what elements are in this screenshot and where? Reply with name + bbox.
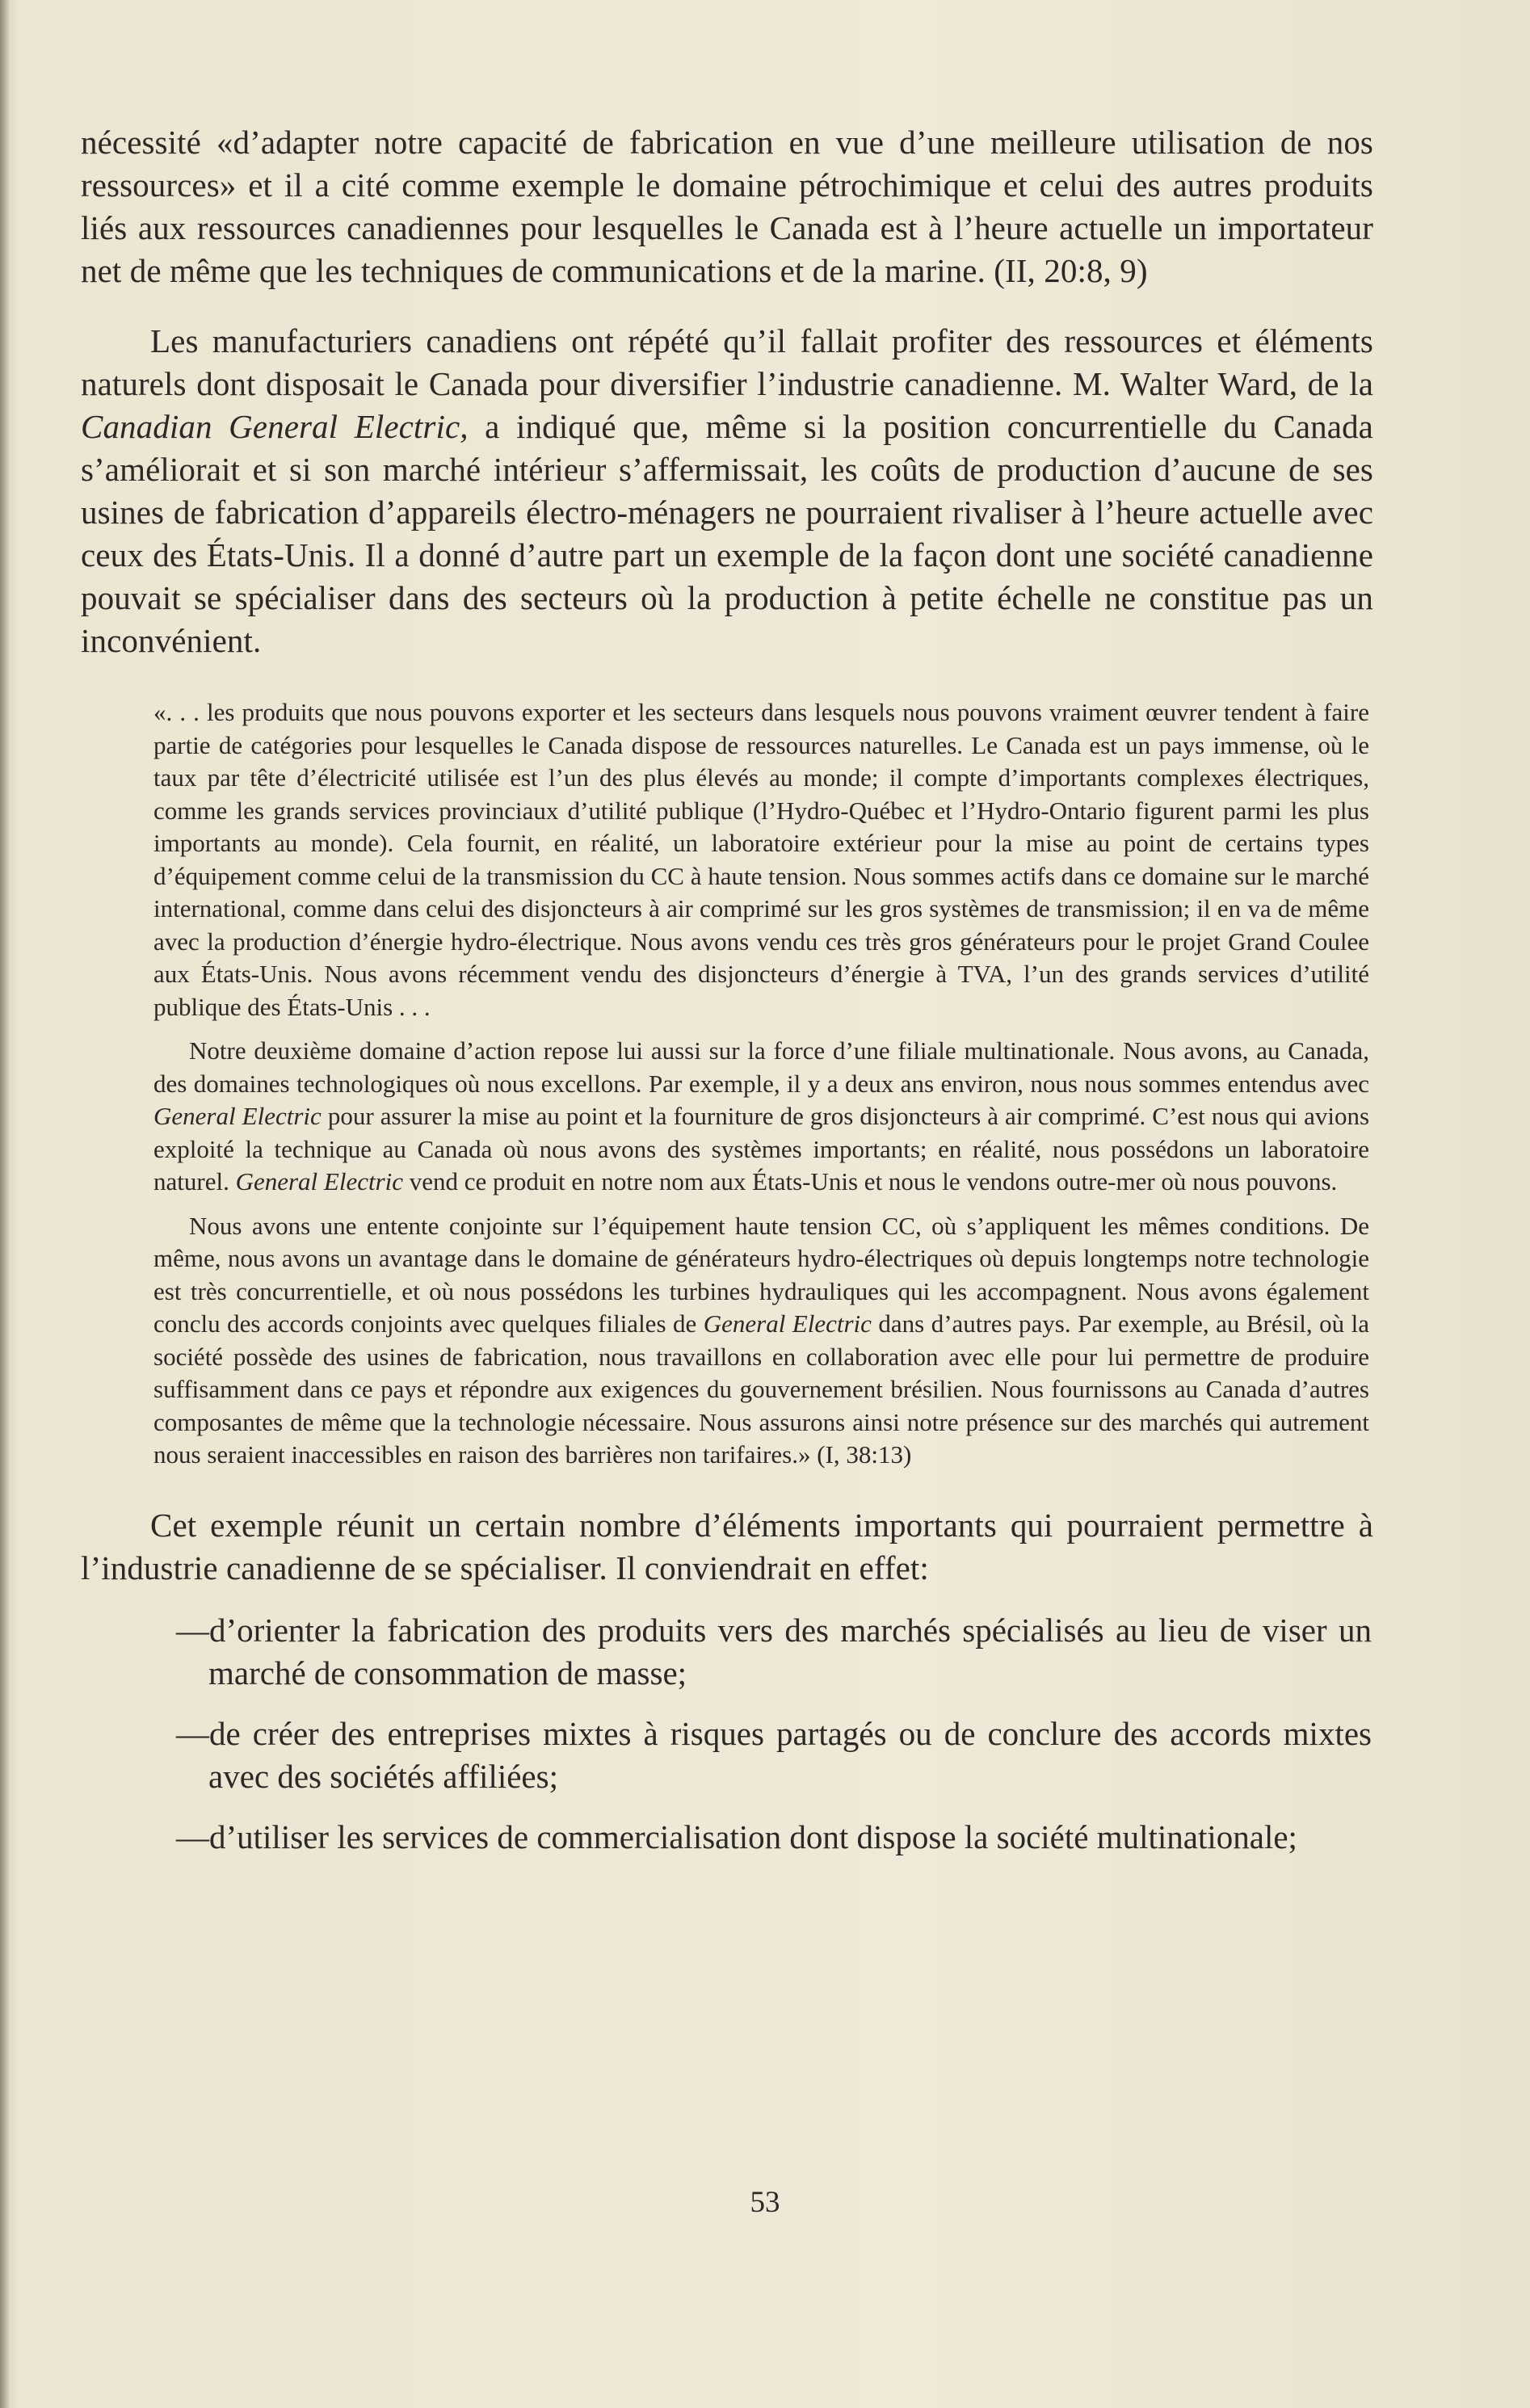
quote-paragraph-3: [153, 1210, 1369, 1472]
quote-paragraph-1: «. . . les produits que nous pouvons exporter et les secteurs dans lesquels nous pouvons vraiment œuvrer tendent à faire partie de catégories pour lesquelles le Canada dispose de ressources naturelles. Le Canada est un pays immense, où le taux par tête d’électricité utilisée est l’un des plus élevés au monde; il compte d’importants complexes électriques, comme les grands services provinciaux d’utilité publique (l’Hydro-Québec et l’Hydro-Ontario figurent parmi les plus importants au monde). Cela fournit, en réalité, un laboratoire extérieur pour la mise au point de certains types d’équipement comme celui de la transmission du CC à haute tension. Nous sommes actifs dans ce domaine sur le marché international, comme dans celui des disjoncteurs à air comprimé sur les gros systèmes de transmission; il en va de même avec la production d’énergie hydro-électrique. Nous avons vendu ces très gros générateurs pour le projet Grand Coulee aux États-Unis. Nous avons récemment vendu des disjoncteurs d’énergie à TVA, l’un des grands services d’utilité publique des États-Unis . . .: [153, 698, 1369, 1021]
page-body: [81, 121, 1373, 1876]
page-binding-edge: [0, 0, 10, 2408]
company-name-canadian-general-electric: Canadian General Electric,: [81, 408, 469, 445]
company-name-general-electric: General Electric: [153, 1102, 322, 1130]
quote-paragraph-2: [153, 1035, 1369, 1199]
company-name-general-electric: General Electric: [703, 1309, 872, 1338]
quote-paragraph-2-text-2: pour assurer la mise au point et la fourniture de gros disjoncteurs à air comprimé. C’est nous qui avions exploité la technique au Canada où nous avons des systèmes importants; en réalité, nous possédons un laboratoire naturel.: [153, 1102, 1370, 1196]
paragraph-manufacturers: [81, 320, 1373, 662]
paragraph-summary: Cet exemple réunit un certain nombre d’éléments importants qui pourraient permettre à l’industrie canadienne de se spécialiser. Il conviendrait en effet:: [81, 1506, 1373, 1586]
page-number: 53: [750, 2186, 780, 2219]
paragraph-manufacturers-text-2: a indiqué que, même si la position concurrentielle du Canada s’améliorait et si son marché intérieur s’affermissait, les coûts de production d’aucune de ses usines de fabrication d’appareils électro-ménagers ne pourraient rivaliser à l’heure actuelle avec ceux des États-Unis. Il a donné d’autre part un exemple de la façon dont une société canadienne pouvait se spécialiser dans des secteurs où la production à petite échelle ne constitue pas un inconvénient.: [81, 408, 1373, 659]
recommendation-list: [176, 1609, 1372, 1859]
list-item: —d’orienter la fabrication des produits vers des marchés spécialisés au lieu de viser un marché de consommation de masse;: [176, 1611, 1372, 1691]
list-item: —de créer des entreprises mixtes à risques partagés ou de conclure des accords mixtes avec des sociétés affiliées;: [176, 1714, 1372, 1795]
paragraph-continuation: nécessité «d’adapter notre capacité de fabrication en vue d’une meilleure utilisation de nos ressources» et il a cité comme exemple le domaine pétrochimique et celui des autres produits liés aux ressources canadiennes pour lesquelles le Canada est à l’heure actuelle un importateur net de même que les techniques de communications et de la marine. (II, 20:8, 9): [81, 124, 1373, 289]
quote-paragraph-2-text-1: Notre deuxième domaine d’action repose lui aussi sur la force d’une filiale multinationale. Nous avons, au Canada, des domaines technologiques où nous excellons. Par exemple, il y a deux ans environ, nous nous sommes entendus avec: [153, 1036, 1369, 1098]
company-name-general-electric: General Electric: [235, 1167, 404, 1196]
paragraph-manufacturers-text-1: Les manufacturiers canadiens ont répété qu’il fallait profiter des ressources et éléments naturels dont disposait le Canada pour diversifier l’industrie canadienne. M. Walter Ward, de la: [81, 322, 1373, 402]
quote-paragraph-3-text-1: Nous avons une entente conjointe sur l’équipement haute tension CC, où s’appliquent les mêmes conditions. De même, nous avons un avantage dans le domaine de générateurs hydro-électriques où depuis longtemps notre technologie est très concurrentielle, et où nous possédons les turbines hydrauliques qui les accompagnent. Nous avons également conclu des accords conjoints avec quelques filiales de: [153, 1211, 1369, 1338]
quote-paragraph-2-text-3: vend ce produit en notre nom aux États-Unis et nous le vendons outre-mer où nous pouvons.: [403, 1167, 1338, 1196]
block-quote: [153, 696, 1369, 1472]
list-item: —d’utiliser les services de commercialisation dont dispose la société multinationale;: [176, 1818, 1297, 1855]
quote-paragraph-3-text-2: dans d’autres pays. Par exemple, au Brésil, où la société possède des usines de fabrication, nous travaillons en collaboration avec elle pour lui permettre de produire suffisamment dans ce pays et répondre aux exigences du gouvernement brésilien. Nous fournissons au Canada d’autres composantes de même que la technologie nécessaire. Nous assurons ainsi notre présence sur des marchés qui autrement nous seraient inaccessibles en raison des barrières non tarifaires.» (I, 38:13): [153, 1309, 1370, 1469]
